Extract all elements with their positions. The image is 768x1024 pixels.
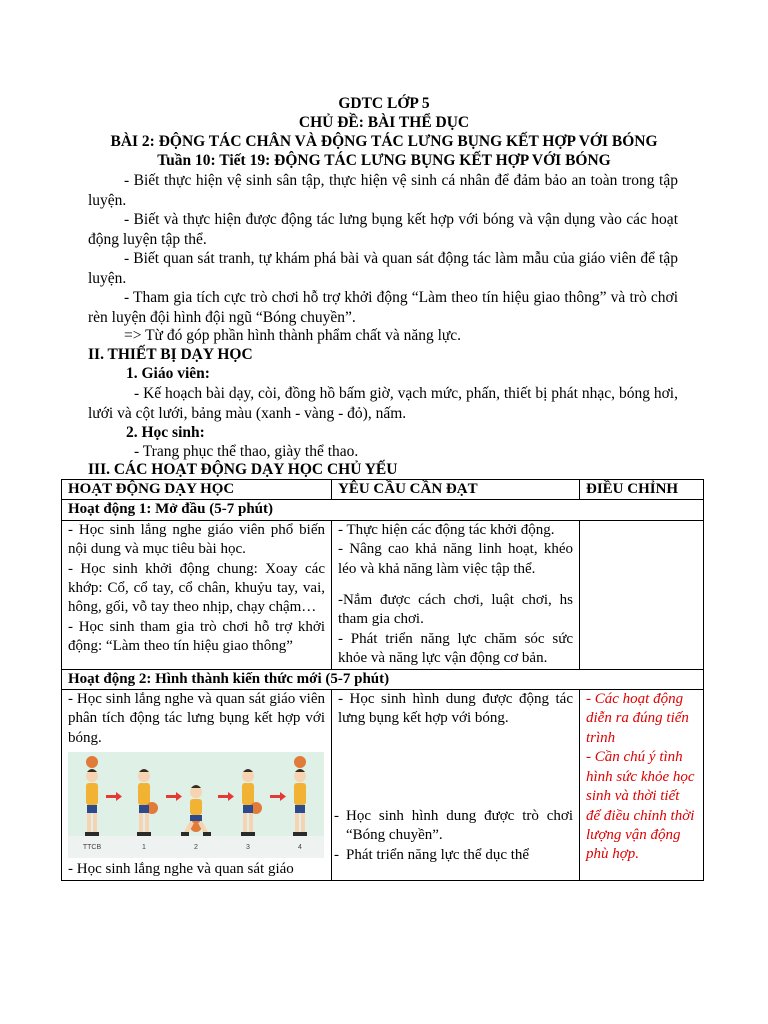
section-activities-title: III. CÁC HOẠT ĐỘNG DẠY HỌC CHỦ YẾU xyxy=(88,461,398,478)
activity-1-req-warmup: - Thực hiện các động tác khởi động. xyxy=(338,521,555,538)
grade-title: GDTC LỚP 5 xyxy=(338,95,430,112)
activity-2-row xyxy=(62,690,704,881)
student-label: 2. Học sinh: xyxy=(126,424,205,441)
activity-1-req-rules: -Nắm được cách chơi, luật chơi, hs tham gia chơi. xyxy=(338,592,573,628)
figure-label-ready: TTCB xyxy=(82,844,102,852)
exercise-illustration xyxy=(68,752,324,858)
objective-3: - Biết quan sát tranh, tự khám phá bài và quan sát động tác làm mẫu của giáo viên để tập luyện. xyxy=(88,250,678,287)
objective-1: - Biết thực hiện vệ sinh sân tập, thực hiện vệ sinh cá nhân để đảm bảo an toàn trong tập luyện. xyxy=(88,172,678,209)
activity-2-req-game: - Học sinh hình dung được trò chơi “Bóng chuyền”. xyxy=(334,807,573,844)
objective-summary: => Từ đó góp phần hình thành phẩm chất và năng lực. xyxy=(124,327,462,344)
figure-label-3: 3 xyxy=(246,844,250,852)
activity-2-adjustments-cell xyxy=(580,690,704,881)
objective-4: - Tham gia tích cực trò chơi hỗ trợ khởi động “Làm theo tín hiệu giao thông” và trò chơi rèn luyện đội hình đội ngũ “Bóng chuyền”. xyxy=(88,289,678,326)
student-equipment: - Trang phục thể thao, giày thể thao. xyxy=(134,443,359,460)
activity-1-teaching-cell xyxy=(62,520,332,669)
activity-1-row xyxy=(62,520,704,669)
teacher-equipment: - Kế hoạch bài dạy, còi, đồng hồ bấm giờ, vạch mức, phấn, thiết bị phát nhạc, bóng hơi, lưới và cột lưới, bảng màu (xanh - vàng - đỏ), nấm. xyxy=(88,385,678,422)
section-equipment-title: II. THIẾT BỊ DẠY HỌC xyxy=(88,346,253,363)
activity-1-requirements-cell xyxy=(332,520,580,669)
activities-table xyxy=(61,479,704,881)
activity-1-req-flexibility: - Nâng cao khả năng linh hoạt, khéo léo và khả năng làm việc tập thể. xyxy=(338,541,573,577)
activity-2-item-listen: - Học sinh lắng nghe và quan sát giáo viên phân tích động tác lưng bụng kết hợp với bóng. xyxy=(68,691,325,746)
activity-1-item-warmup: - Học sinh khởi động chung: Xoay các khớp: Cổ, cổ tay, cổ chân, khuỷu tay, vai, hông, gối, vỗ tay theo nhịp, chạy chậm… xyxy=(68,560,325,616)
table-header-row xyxy=(62,480,704,500)
teacher-label: 1. Giáo viên: xyxy=(126,365,210,382)
activity-1-req-health: - Phát triển năng lực chăm sóc sức khỏe và năng lực vận động cơ bản. xyxy=(338,630,573,667)
objective-2: - Biết và thực hiện được động tác lưng bụng kết hợp với bóng và vận dụng vào các hoạt động luyện tập thể. xyxy=(88,211,678,248)
activity-1-adjustments-cell xyxy=(580,520,704,669)
activity-1-title-row xyxy=(62,500,704,520)
activity-2-teaching-cell xyxy=(62,690,332,881)
lesson-title: BÀI 2: ĐỘNG TÁC CHÂN VÀ ĐỘNG TÁC LƯNG BỤNG KẾT HỢP VỚI BÓNG xyxy=(110,133,658,150)
figure-label-2: 2 xyxy=(194,844,198,852)
figure-label-4: 4 xyxy=(298,844,302,852)
activity-2-title: Hoạt động 2: Hình thành kiến thức mới (5-7 phút) xyxy=(62,669,704,689)
activity-1-item-game: - Học sinh tham gia trò chơi hỗ trợ khởi động: “Làm theo tín hiệu giao thông” xyxy=(68,618,325,655)
header-requirements: YÊU CẦU CẦN ĐẠT xyxy=(332,480,580,500)
header-adjustments: ĐIỀU CHỈNH xyxy=(580,480,704,500)
header-teaching-activities: HOẠT ĐỘNG DẠY HỌC xyxy=(62,480,332,500)
adjustment-note-process: - Các hoạt động diễn ra đúng tiến trình xyxy=(586,691,689,746)
activity-2-title-row xyxy=(62,669,704,689)
activity-2-req-imagine: - Học sinh hình dung được động tác lưng bụng kết hợp với bóng. xyxy=(338,691,573,727)
figure-label-1: 1 xyxy=(142,844,146,852)
period-title: Tuần 10: Tiết 19: ĐỘNG TÁC LƯNG BỤNG KẾT HỢP VỚI BÓNG xyxy=(157,152,611,169)
activity-2-requirements-cell xyxy=(332,690,580,881)
activity-2-req-develop: - Phát triển năng lực thể dục thể xyxy=(334,846,530,863)
topic-title: CHỦ ĐỀ: BÀI THỂ DỤC xyxy=(298,114,470,131)
adjustment-note-health: - Cần chú ý tình hình sức khỏe học sinh và thời tiết để điều chỉnh thời lượng vận động phù hợp. xyxy=(586,749,695,863)
activity-2-item-observe: - Học sinh lắng nghe và quan sát giáo xyxy=(68,861,294,878)
activity-1-item-listen: - Học sinh lắng nghe giáo viên phổ biến nội dung và mục tiêu bài học. xyxy=(68,521,325,558)
activity-1-title: Hoạt động 1: Mở đầu (5-7 phút) xyxy=(62,500,704,520)
